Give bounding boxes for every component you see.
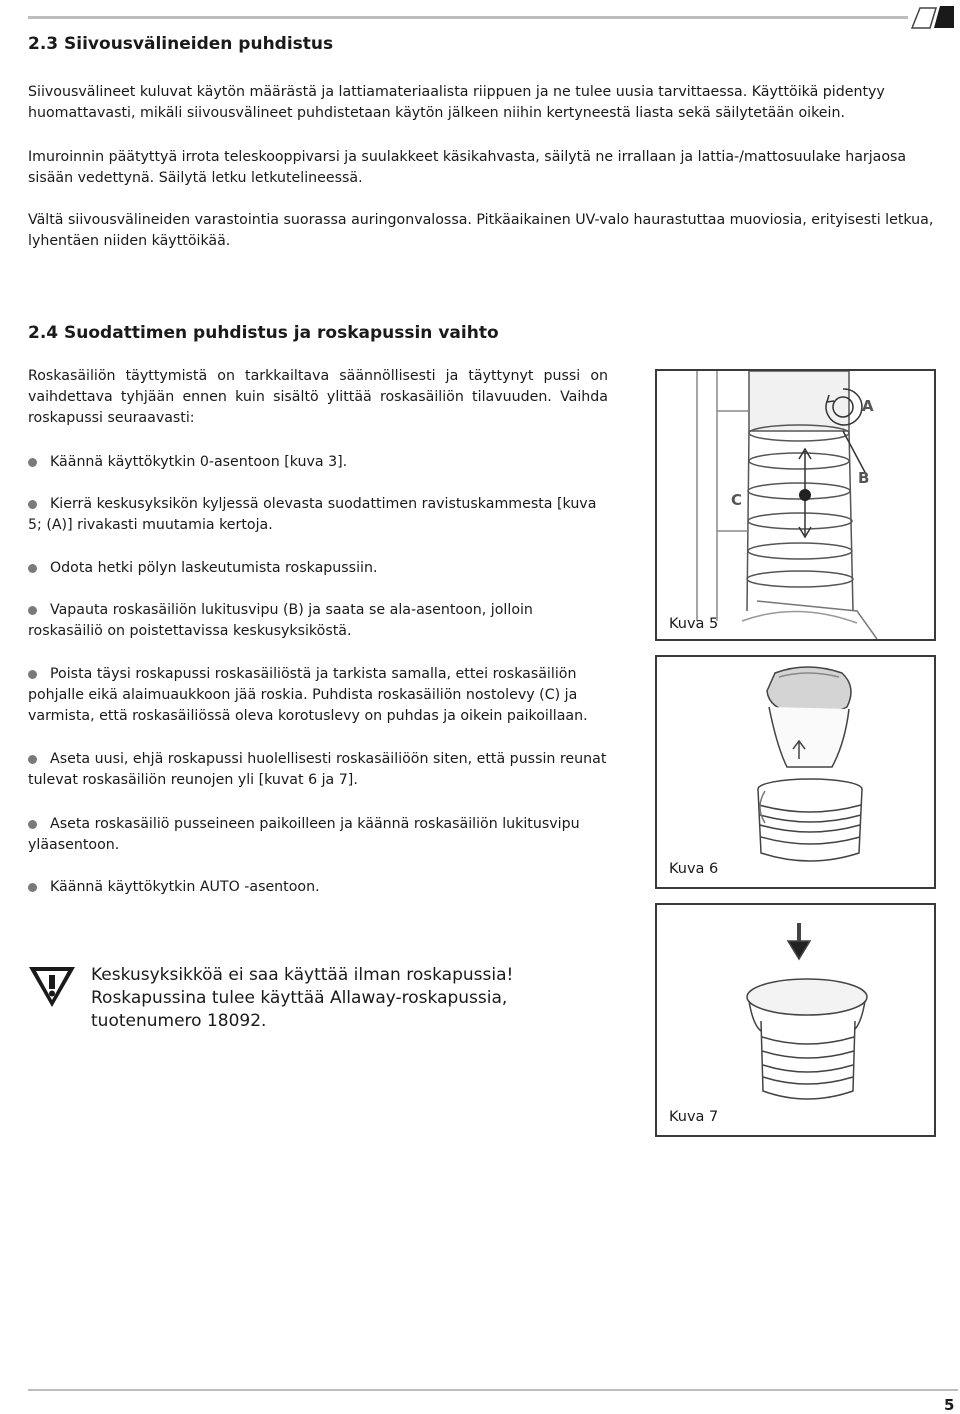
bullet-icon (28, 458, 37, 467)
bullet-icon (28, 883, 37, 892)
header-rule (28, 16, 908, 19)
bullet-icon (28, 755, 37, 764)
section-heading-2-3: 2.3 Siivousvälineiden puhdistus (28, 34, 334, 54)
paragraph-intro: Siivousvälineet kuluvat käytön määrästä ja lattiamateriaalista riippuen ja ne tulee uusia tarvittaessa. Käyttöikä pidentyy huomattavasti, mikäli siivousvälineet puhdistetaan käytön jälkeen niihin kertyneestä liasta sekä säilytetään oikein. (28, 84, 885, 121)
warning-line-2: Roskapussina tulee käyttää Allaway-roskapussia, tuotenumero 18092. (91, 988, 508, 1031)
list-item: Poista täysi roskapussi roskasäiliöstä ja tarkista samalla, ettei roskasäiliön pohjalle eikä alaimuaukkoon jää roskia. Puhdista roskasäiliön nostolevy (C) ja varmista, että roskasäiliössä oleva korotuslevy on puhdas ja oikein paikoillaan. (28, 666, 588, 724)
footer-rule (28, 1389, 958, 1391)
figure-6 (655, 655, 936, 889)
warning-line-1: Keskusyksikköä ei saa käyttää ilman roskapussia! (91, 965, 514, 985)
warning-triangle-icon (28, 966, 76, 1008)
list-item: Aseta roskasäiliö pusseineen paikoilleen ja käännä roskasäiliön lukitusvipu yläasentoon. (28, 816, 580, 853)
figure-6-caption: Kuva 6 (669, 861, 719, 877)
list-item: Aseta uusi, ehjä roskapussi huolellisesti roskasäiliöön siten, että pussin reunat tulevat roskasäiliön reunojen yli [kuvat 6 ja 7]. (28, 751, 607, 788)
list-item: Vapauta roskasäiliön lukitusvipu (B) ja saata se ala-asentoon, jolloin roskasäiliö on poistettavissa keskusyksiköstä. (28, 602, 533, 639)
figure-5-label-b: B (858, 469, 870, 487)
bullet-icon (28, 820, 37, 829)
bag-and-container-illustration (657, 657, 934, 887)
list-item: Käännä käyttökytkin AUTO -asentoon. (28, 877, 608, 898)
figure-5-label-a: A (862, 397, 874, 415)
figure-5 (655, 369, 936, 641)
bullet-icon (28, 606, 37, 615)
figure-7 (655, 903, 936, 1137)
page-corner-icon (906, 2, 956, 32)
figure-5-label-c: C (731, 491, 743, 509)
vacuum-unit-illustration (657, 371, 934, 639)
paragraph-storage: Imuroinnin päätyttyä irrota teleskooppivarsi ja suulakkeet käsikahvasta, säilytä ne irrallaan ja lattia-/mattosuulake harjaosa sisään vedettynä. Säilytä letku letkutelineessä. (28, 149, 907, 186)
bag-inserted-illustration (657, 905, 934, 1135)
bullet-icon (28, 500, 37, 509)
page-number: 5 (944, 1396, 955, 1414)
bullet-icon (28, 564, 37, 573)
paragraph-bag-intro: Roskasäiliön täyttymistä on tarkkailtava säännöllisesti ja täyttynyt pussi on vaihdettava tyhjään ennen kuin sisältö ylittää roskasäiliön tilavuuden. Vaihda roskapussi seuraavasti: (28, 368, 608, 426)
figure-5-caption: Kuva 5 (669, 616, 719, 632)
list-item: Kierrä keskusyksikön kyljessä olevasta suodattimen ravistuskammesta [kuva 5; (A)] rivakasti muutamia kertoja. (28, 496, 597, 533)
paragraph-uv: Vältä siivousvälineiden varastointia suorassa auringonvalossa. Pitkäaikainen UV-valo haurastuttaa muoviosia, erityisesti letkua, lyhentäen niiden käyttöikää. (28, 212, 934, 249)
bullet-icon (28, 670, 37, 679)
list-item: Käännä käyttökytkin 0-asentoon [kuva 3]. (28, 452, 608, 473)
figure-7-caption: Kuva 7 (669, 1109, 719, 1125)
section-heading-2-4: 2.4 Suodattimen puhdistus ja roskapussin vaihto (28, 323, 499, 343)
warning-text (91, 964, 551, 1033)
list-item: Odota hetki pölyn laskeutumista roskapussiin. (28, 558, 608, 579)
